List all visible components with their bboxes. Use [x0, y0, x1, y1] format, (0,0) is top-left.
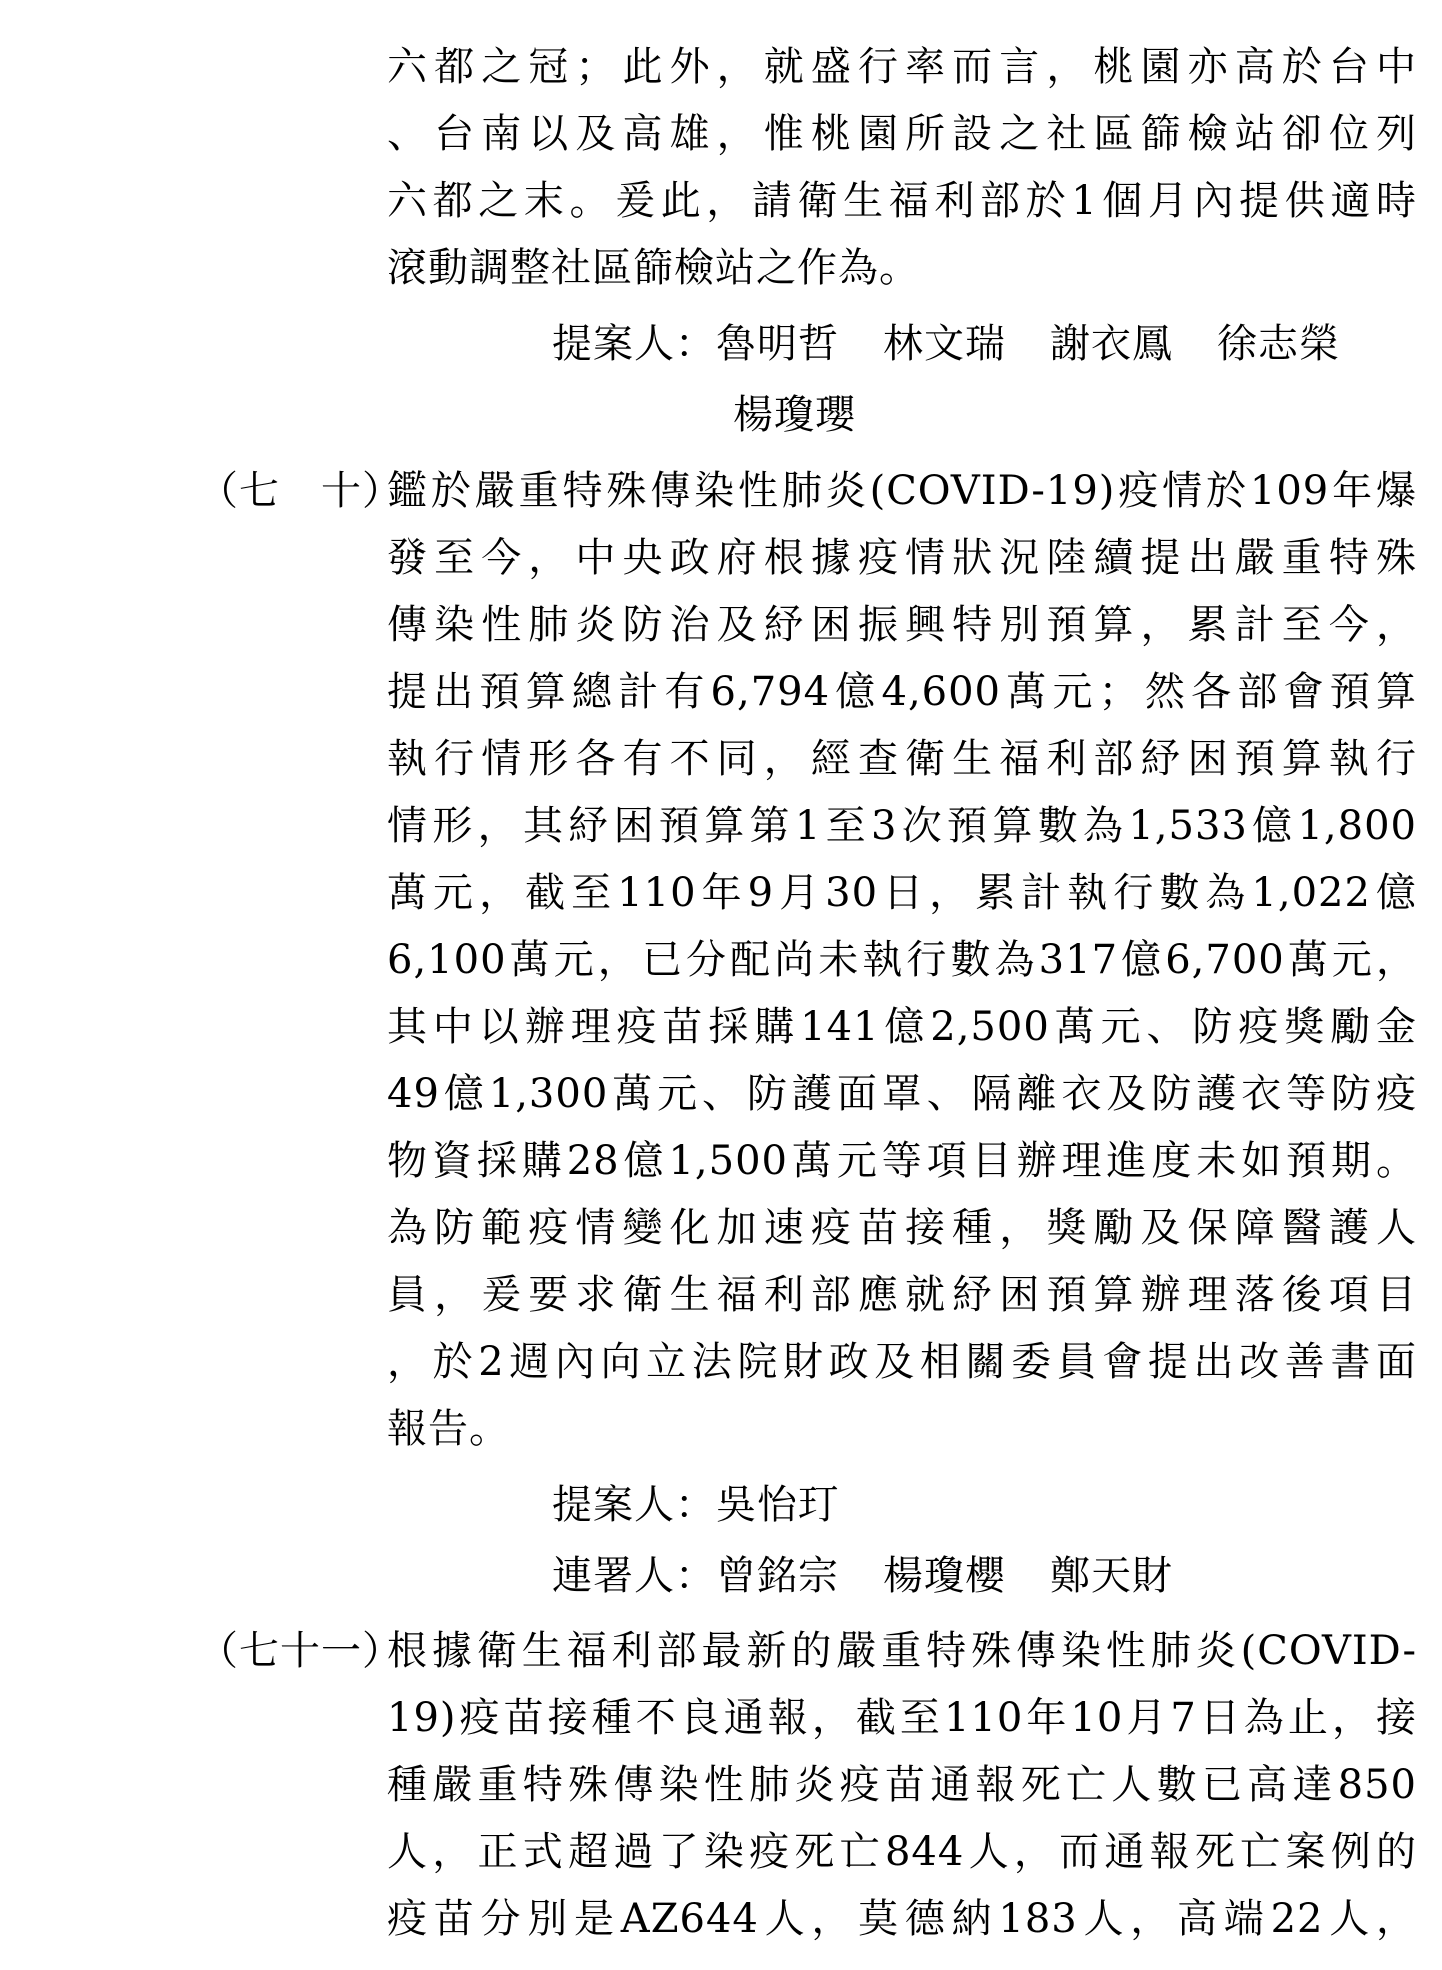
proposer-label: 提案人：	[552, 1482, 716, 1528]
proposer-label: 提案人：	[552, 321, 716, 367]
cosigner-line	[552, 1543, 1173, 1609]
paragraph-line: 六都之末。爰此，請衛生福利部於1個月內提供適時	[387, 178, 1417, 224]
proposer-names	[716, 321, 1340, 367]
cosigner-name: 鄭天財	[1050, 1553, 1173, 1599]
cosigner-name: 曾銘宗	[716, 1553, 839, 1599]
paragraph-line: 執行情形各有不同，經查衛生福利部紓困預算執行	[387, 736, 1417, 782]
paragraph-line: 根據衛生福利部最新的嚴重特殊傳染性肺炎(COVID-	[387, 1628, 1417, 1674]
proposer-name-continued: 楊瓊瓔	[733, 392, 856, 438]
paragraph-line: 、台南以及高雄，惟桃園所設之社區篩檢站卻位列	[387, 111, 1417, 157]
paragraph-line: 6,100萬元，已分配尚未執行數為317億6,700萬元，	[387, 937, 1417, 983]
item-number: （七十一）	[198, 1628, 403, 1674]
proposer-name: 吳怡玎	[716, 1482, 839, 1528]
cosigner-label: 連署人：	[552, 1553, 716, 1599]
paragraph-line: 員，爰要求衛生福利部應就紓困預算辦理落後項目	[387, 1272, 1417, 1318]
proposer-name: 魯明哲	[716, 321, 839, 367]
paragraph-line: 提出預算總計有6,794億4,600萬元；然各部會預算	[387, 669, 1417, 715]
paragraph-line: 報告。	[387, 1406, 510, 1452]
paragraph-line: 人，正式超過了染疫死亡844人，而通報死亡案例的	[387, 1829, 1417, 1875]
paragraph-line: 滾動調整社區篩檢站之作為。	[387, 245, 920, 291]
proposer-name: 謝衣鳳	[1050, 321, 1173, 367]
proposer-name: 徐志榮	[1217, 321, 1340, 367]
cosigner-name: 楊瓊櫻	[883, 1553, 1006, 1599]
proposer-line	[552, 311, 1340, 377]
paragraph-line: 鑑於嚴重特殊傳染性肺炎(COVID-19)疫情於109年爆	[387, 468, 1417, 514]
proposer-name: 林文瑞	[883, 321, 1006, 367]
paragraph-line: 物資採購28億1,500萬元等項目辦理進度未如預期。	[387, 1138, 1417, 1184]
paragraph-line: 種嚴重特殊傳染性肺炎疫苗通報死亡人數已高達850	[387, 1762, 1417, 1808]
paragraph-line: 為防範疫情變化加速疫苗接種，獎勵及保障醫護人	[387, 1205, 1417, 1251]
paragraph-line: ，於2週內向立法院財政及相關委員會提出改善書面	[387, 1339, 1417, 1385]
paragraph-line: 49億1,300萬元、防護面罩、隔離衣及防護衣等防疫	[387, 1071, 1417, 1117]
item-number: （七 十）	[198, 468, 403, 514]
paragraph-line: 發至今，中央政府根據疫情狀況陸續提出嚴重特殊	[387, 535, 1417, 581]
proposer-line	[552, 1472, 839, 1538]
paragraph-line: 其中以辦理疫苗採購141億2,500萬元、防疫獎勵金	[387, 1004, 1417, 1050]
paragraph-line: 六都之冠；此外，就盛行率而言，桃園亦高於台中	[387, 44, 1417, 90]
paragraph-line: 疫苗分別是AZ644人，莫德納183人，高端22人，	[387, 1896, 1417, 1942]
paragraph-line: 傳染性肺炎防治及紓困振興特別預算，累計至今，	[387, 602, 1417, 648]
paragraph-line: 19)疫苗接種不良通報，截至110年10月7日為止，接	[387, 1695, 1417, 1741]
paragraph-line: 萬元，截至110年9月30日，累計執行數為1,022億	[387, 870, 1417, 916]
cosigner-names	[716, 1553, 1173, 1599]
paragraph-line: 情形，其紓困預算第1至3次預算數為1,533億1,800	[387, 803, 1417, 849]
